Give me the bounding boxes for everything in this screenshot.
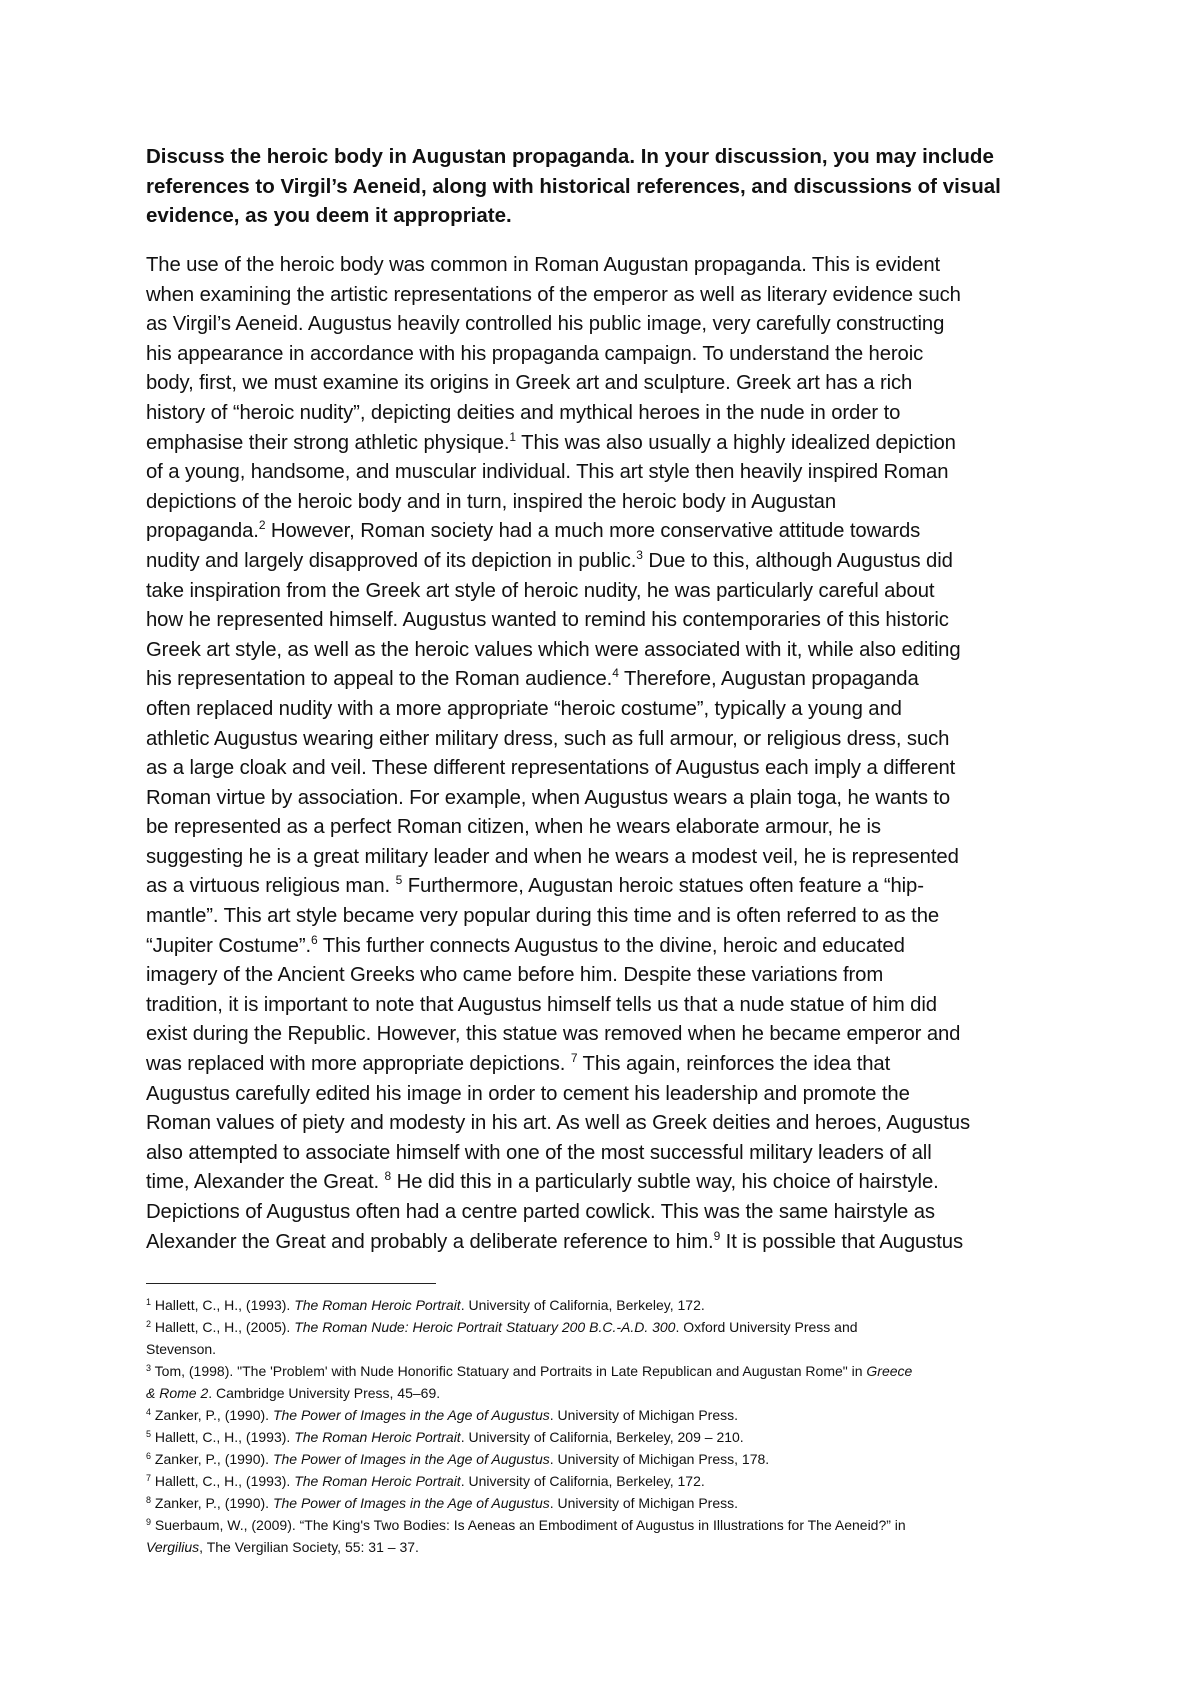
footnote-title: The Roman Heroic Portrait (294, 1473, 461, 1489)
body-line (146, 725, 1076, 755)
body-line-text: as a virtuous religious man. (146, 875, 396, 898)
body-line (146, 547, 1076, 577)
footnote-text: . Cambridge University Press, 45–69. (208, 1385, 441, 1401)
body-line (146, 1050, 1076, 1080)
footnote-marker: 8 (384, 1169, 392, 1184)
footnote-title: Vergilius (146, 1539, 200, 1555)
body-line (146, 902, 1076, 932)
footnote-text: . University of Michigan Press. (549, 1495, 739, 1511)
body-line-text: nudity and largely disapproved of its depiction in public. (146, 549, 637, 572)
footnote-number: 5 (146, 1429, 152, 1439)
footnote-text: . University of Michigan Press. (549, 1407, 739, 1423)
body-line (146, 251, 1076, 281)
footnote-title: & Rome 2 (146, 1385, 209, 1401)
body-line (146, 754, 1076, 784)
footnote-marker: 3 (636, 547, 643, 562)
body-line-text: The use of the heroic body was common in Roman Augustan propaganda. This is evident (146, 254, 941, 276)
footnote-marker: 1 (509, 429, 516, 444)
body-line (146, 695, 1076, 725)
body-line-text: how he represented himself. Augustus wanted to remind his contemporaries of this historic (146, 609, 949, 632)
body-line (146, 429, 1076, 459)
footnote-text: Stevenson. (146, 1341, 217, 1357)
body-line-text: his representation to appeal to the Roman audience. (146, 668, 613, 691)
footnote-marker: 5 (395, 873, 403, 888)
body-line (146, 1168, 1076, 1198)
footnote-marker: 9 (713, 1228, 721, 1243)
body-line-text: This was also usually a highly idealized depiction (516, 431, 956, 454)
body-line (146, 1109, 1076, 1139)
body-line (146, 1228, 1076, 1258)
body-line-text: Alexander the Great and probably a deliberate reference to him. (146, 1230, 714, 1253)
footnote-number: 2 (146, 1319, 152, 1329)
footnote-line (146, 1382, 1076, 1404)
body-line (146, 1020, 1076, 1050)
body-line (146, 577, 1076, 607)
body-line-text: This again, reinforces the idea that (577, 1053, 891, 1076)
body-line-text: propaganda. (146, 520, 259, 543)
footnote-title: Greece (866, 1363, 913, 1379)
body-line-text: Depictions of Augustus often had a centre parted cowlick. This was the same hairstyle as (146, 1201, 935, 1223)
body-line (146, 636, 1076, 666)
body-line-text: often replaced nudity with a more appropriate “heroic costume”, typically a young and (146, 697, 902, 720)
footnote-line (146, 1360, 1076, 1382)
body-line-text: take inspiration from the Greek art style of heroic nudity, he was particularly careful about (146, 579, 935, 602)
body-line-text: Roman values of piety and modesty in his art. As well as Greek deities and heroes, Augustus (146, 1112, 971, 1135)
footnote-title: The Roman Nude: Heroic Portrait Statuary 200 B.C.-A.D. 300 (294, 1319, 676, 1335)
body-line-text: emphasise their strong athletic physique. (146, 431, 510, 454)
essay-body (146, 251, 1076, 1257)
body-line (146, 932, 1076, 962)
body-line (146, 310, 1076, 340)
footnote-title: The Power of Images in the Age of Augustus (272, 1495, 550, 1511)
body-line-text: imagery of the Ancient Greeks who came before him. Despite these variations from (146, 964, 884, 987)
footnote-text: Zanker, P., (1990). (154, 1451, 273, 1467)
footnote-text: Suerbaum, W., (2009). “The King's Two Bodies: Is Aeneas an Embodiment of Augustus in Illustrations for The Aeneid?” in (154, 1517, 906, 1533)
footnote-title: The Power of Images in the Age of Augustus (272, 1407, 550, 1423)
footnote-title: The Power of Images in the Age of Augustus (272, 1451, 550, 1467)
footnote-marker: 6 (311, 932, 318, 947)
body-line (146, 458, 1076, 488)
footnote-line (146, 1448, 1076, 1470)
body-line-text: “Jupiter Costume”. (146, 934, 312, 957)
question-line: references to Virgil’s Aeneid, along with historical references, and discussions of visual (146, 174, 1001, 198)
body-line-text: was replaced with more appropriate depictions. (146, 1053, 571, 1076)
body-line-text: It is possible that Augustus (720, 1230, 964, 1253)
body-line-text: exist during the Republic. However, this statue was removed when he became emperor and (146, 1023, 961, 1046)
footnote-number: 6 (146, 1451, 152, 1461)
body-line (146, 991, 1076, 1021)
body-line-text: Roman virtue by association. For example, when Augustus wears a plain toga, he wants to (146, 786, 951, 809)
body-line (146, 606, 1076, 636)
footnote-number: 3 (146, 1363, 152, 1373)
footnote-line (146, 1316, 1076, 1338)
body-line-text: his appearance in accordance with his propaganda campaign. To understand the heroic (146, 342, 924, 365)
footnote-line (146, 1404, 1076, 1426)
footnotes (146, 1294, 1076, 1558)
body-line-text: Furthermore, Augustan heroic statues often feature a “hip- (402, 875, 924, 898)
footnote-number: 8 (146, 1495, 152, 1505)
footnote-line (146, 1536, 1076, 1558)
footnote-text: . University of California, Berkeley, 172. (460, 1473, 705, 1489)
footnote-text: Hallett, C., H., (1993). (154, 1297, 295, 1313)
body-line-text: He did this in a particularly subtle way, his choice of hairstyle. (391, 1171, 939, 1194)
body-line-text: This further connects Augustus to the divine, heroic and educated (317, 934, 905, 957)
footnote-line (146, 1514, 1076, 1536)
footnote-title: The Roman Heroic Portrait (294, 1297, 461, 1313)
body-line-text: when examining the artistic representations of the emperor as well as literary evidence such (146, 283, 961, 306)
body-line (146, 784, 1076, 814)
footnote-text: Zanker, P., (1990). (154, 1495, 273, 1511)
footnote-line (146, 1492, 1076, 1514)
body-line-text: time, Alexander the Great. (146, 1171, 385, 1194)
body-line-text: Therefore, Augustan propaganda (618, 668, 919, 691)
body-line-text: Due to this, although Augustus did (642, 549, 953, 572)
body-line (146, 488, 1076, 518)
body-line (146, 872, 1076, 902)
body-line-text: as Virgil’s Aeneid. Augustus heavily controlled his public image, very carefully constructing (146, 313, 945, 336)
footnote-text: Hallett, C., H., (1993). (154, 1429, 295, 1445)
body-line (146, 665, 1076, 695)
body-line-text: Greek art style, as well as the heroic values which were associated with it, while also editing (146, 638, 961, 661)
footnote-marker: 4 (612, 666, 619, 681)
body-line (146, 517, 1076, 547)
body-line-text: Augustus carefully edited his image in order to cement his leadership and promote the (146, 1082, 910, 1105)
essay-question (146, 142, 1066, 231)
body-line (146, 961, 1076, 991)
footnote-line (146, 1470, 1076, 1492)
footnote-line (146, 1426, 1076, 1448)
body-line-text: of a young, handsome, and muscular individual. This art style then heavily inspired Roman (146, 461, 949, 484)
question-line: evidence, as you deem it appropriate. (146, 204, 512, 227)
body-line (146, 1080, 1076, 1110)
footnote-line (146, 1338, 1076, 1360)
body-line (146, 1198, 1076, 1228)
body-line-text: history of “heroic nudity”, depicting deities and mythical heroes in the nude in order to (146, 401, 901, 424)
footnote-number: 1 (146, 1297, 152, 1307)
footnote-title: The Roman Heroic Portrait (294, 1429, 461, 1445)
footnote-text: . University of California, Berkeley, 172. (460, 1297, 705, 1313)
footnote-text: . University of Michigan Press, 178. (549, 1451, 770, 1467)
body-line-text: body, first, we must examine its origins in Greek art and sculpture. Greek art has a rich (146, 372, 913, 395)
body-line-text: tradition, it is important to note that Augustus himself tells us that a nude statue of him did (146, 993, 937, 1016)
footnote-text: Hallett, C., H., (2005). (154, 1319, 295, 1335)
body-line (146, 369, 1076, 399)
body-line (146, 340, 1076, 370)
body-line-text: as a large cloak and veil. These different representations of Augustus each imply a different (146, 757, 956, 780)
footnote-line (146, 1294, 1076, 1316)
body-line (146, 281, 1076, 311)
body-line-text: also attempted to associate himself with one of the most successful military leaders of all (146, 1141, 932, 1164)
footnote-text: . Oxford University Press and (675, 1319, 858, 1335)
body-line-text: suggesting he is a great military leader and when he wears a modest veil, he is represented (146, 845, 959, 868)
body-line-text: athletic Augustus wearing either military dress, such as full armour, or religious dress, such (146, 727, 950, 750)
footnote-separator (146, 1283, 436, 1284)
footnote-text: , The Vergilian Society, 55: 31 – 37. (199, 1539, 419, 1555)
body-line (146, 843, 1076, 873)
body-line-text: mantle”. This art style became very popular during this time and is often referred to as the (146, 905, 940, 928)
body-line-text: depictions of the heroic body and in turn, inspired the heroic body in Augustan (146, 490, 837, 513)
footnote-text: Hallett, C., H., (1993). (154, 1473, 295, 1489)
footnote-marker: 2 (258, 518, 266, 533)
body-line (146, 1139, 1076, 1169)
footnote-text: . University of California, Berkeley, 209 – 210. (460, 1429, 744, 1445)
body-line (146, 813, 1076, 843)
footnote-number: 9 (146, 1517, 152, 1527)
footnote-marker: 7 (570, 1051, 578, 1066)
footnote-text: Tom, (1998). "The 'Problem' with Nude Honorific Statuary and Portraits in Late Republican and Augustan Rome" in (154, 1363, 867, 1379)
footnote-text: Zanker, P., (1990). (154, 1407, 273, 1423)
body-line-text: be represented as a perfect Roman citizen, when he wears elaborate armour, he is (146, 816, 881, 839)
footnote-number: 4 (146, 1407, 152, 1417)
question-line: Discuss the heroic body in Augustan propaganda. In your discussion, you may include (146, 145, 994, 168)
body-line (146, 399, 1076, 429)
footnote-number: 7 (146, 1473, 152, 1483)
body-line-text: However, Roman society had a much more conservative attitude towards (265, 520, 921, 543)
